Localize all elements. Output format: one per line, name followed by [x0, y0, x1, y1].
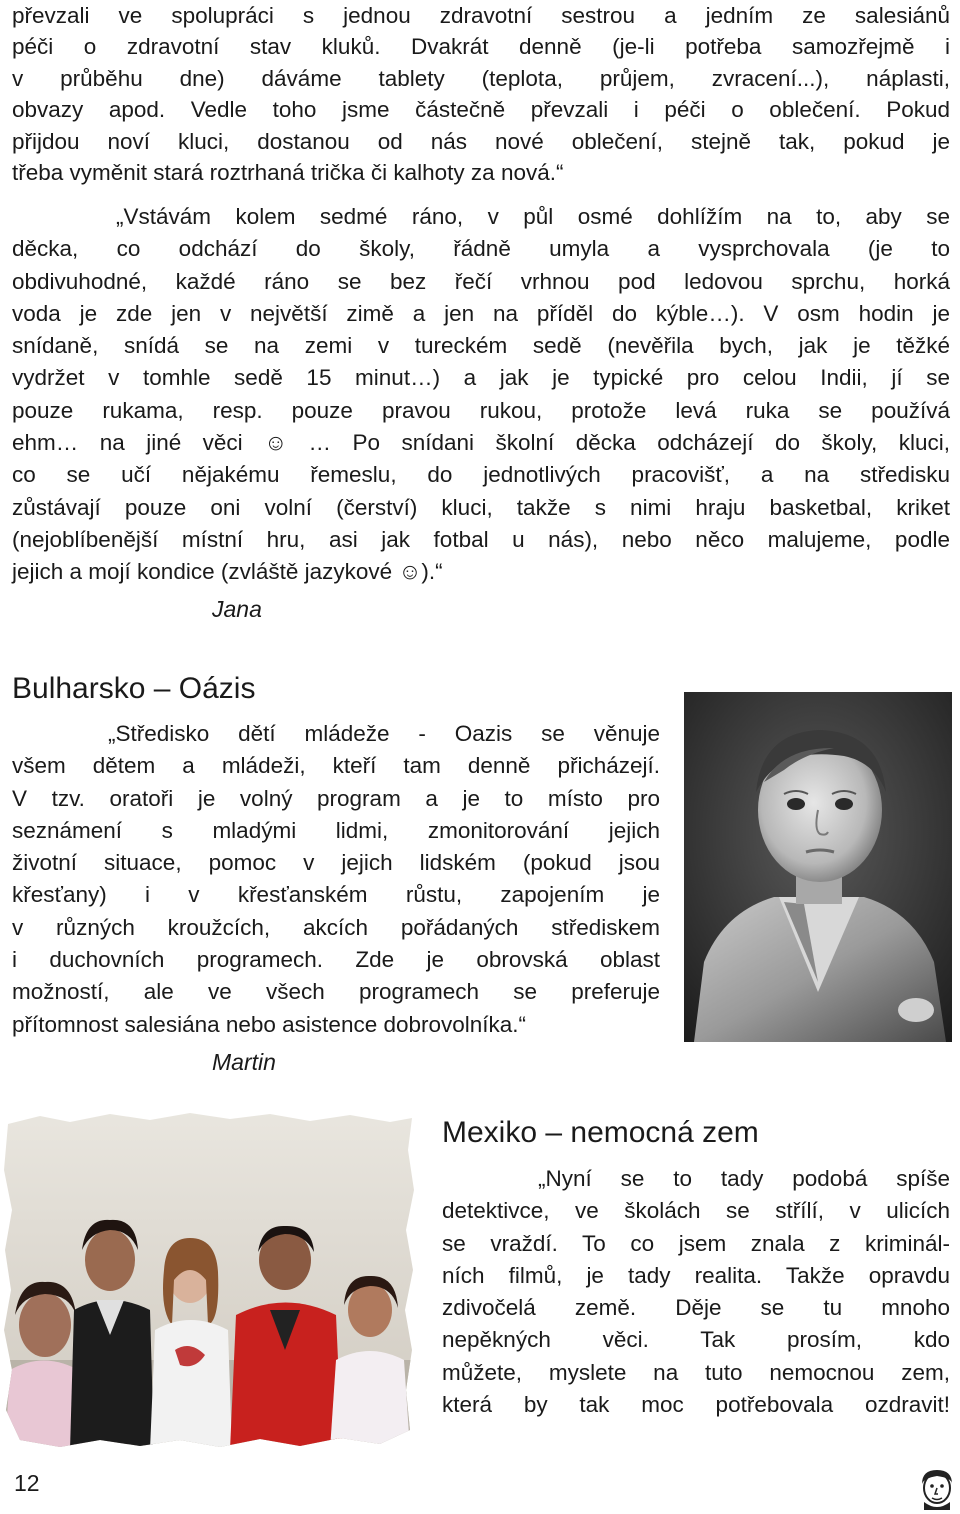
- paragraph-line: ních filmů, je tady realita. Takže opravdu: [442, 1262, 950, 1288]
- jana-quote: [12, 201, 950, 589]
- intro-line: přijdou noví kluci, dostanou od nás nové oblečení, stejně tak, pokud je: [12, 128, 950, 154]
- paragraph-line: i duchovních programech. Zde je obrovská oblast: [12, 947, 660, 973]
- boy-photo: [684, 692, 952, 1042]
- quote-line: (nejoblíbenější místní hru, asi jak fotbal u nás), nebo něco malujeme, podle: [12, 526, 950, 552]
- paragraph-line: životní situace, pomoc v jejich lidském (pokud jsou: [12, 850, 660, 876]
- paragraph-line: „Středisko dětí mládeže - Oazis se věnuje: [108, 721, 660, 746]
- boy-photo-image: [684, 692, 952, 1042]
- quote-line: pouze rukama, resp. pouze pravou rukou, protože levá ruka se používá: [12, 397, 950, 423]
- intro-line: převzali ve spolupráci s jednou zdravotní sestrou a jedním ze salesiánů: [12, 3, 950, 28]
- quote-line: zůstávají pouze oni volní (čerství) kluci, takže s nimi hraju basketbal, kriket: [12, 494, 950, 520]
- group-photo: [0, 1110, 418, 1450]
- paragraph-line: křesťany) i v křesťanském růstu, zapojením je: [12, 882, 660, 908]
- paragraph-line: nepěkných věci. Tak prosím, kdo: [442, 1327, 950, 1353]
- quote-line: jejich a mojí kondice (zvláště jazykové ☺).“: [12, 559, 443, 585]
- intro-paragraph: [12, 0, 950, 188]
- paragraph-line: přítomnost salesiána nebo asistence dobrovolníka.“: [12, 1011, 527, 1037]
- paragraph-line: všem dětem a mládeži, kteří tam denně přicházejí.: [12, 753, 660, 779]
- intro-line: péči o zdravotní stav kluků. Dvakrát denně (je-li potřeba samozřejmě i: [12, 34, 950, 60]
- quote-line: voda je zde jen v největší zimě a jen na příděl do kýble…). V osm hodin je: [12, 300, 950, 326]
- quote-line: „Vstávám kolem sedmé ráno, v půl osmé dohlížím na to, aby se: [116, 204, 950, 229]
- paragraph-line: detektivce, ve školách se střílí, v ulicích: [442, 1198, 950, 1224]
- intro-line: v průběhu dne) dáváme tablety (teplota, průjem, zvracení...), náplasti,: [12, 65, 950, 91]
- signature-martin: Martin: [212, 1049, 276, 1075]
- quote-line: vydržet v tomhle sedě 15 minut…) a jak je typické pro celou Indii, jí se: [12, 365, 950, 391]
- paragraph-line: možností, ale ve všech programech se preferuje: [12, 979, 660, 1005]
- paragraph-line: „Nyní se to tady podobá spíše: [538, 1166, 950, 1191]
- section-heading-mexiko: Mexiko – nemocná zem: [442, 1116, 759, 1149]
- quote-line: obdivuhodné, každé ráno se bez řečí vrhnou pod ledovou sprchu, horká: [12, 268, 950, 294]
- paragraph-line: v různých kroužcích, akcích pořádaných střediskem: [12, 914, 660, 940]
- quote-line: děcka, co odchází do školy, řádně umyla a vysprchovala (je to: [12, 236, 950, 262]
- paragraph-line: která by tak moc potřebovala ozdravit!: [442, 1392, 950, 1418]
- signature-jana: Jana: [212, 596, 262, 622]
- intro-line: obvazy apod. Vedle toho jsme částečně převzali i péči o oblečení. Pokud: [12, 97, 950, 123]
- group-photo-image: [0, 1110, 418, 1450]
- section-heading-bulharsko: Bulharsko – Oázis: [12, 672, 256, 705]
- quote-line: ehm… na jiné věci ☺ … Po snídani školní děcka odcházejí do školy, kluci,: [12, 430, 950, 456]
- mexiko-paragraph: [442, 1163, 950, 1421]
- don-bosco-logo-icon: [916, 1466, 958, 1510]
- quote-line: snídaně, snídá se na zemi v tureckém sedě (nevěřila bych, jak je těžké: [12, 333, 950, 359]
- paragraph-line: seznámení s mladými lidmi, zmonitorování jejich: [12, 817, 660, 843]
- paragraph-line: V tzv. oratoři je volný program a je to místo pro: [12, 785, 660, 811]
- bulharsko-paragraph: [12, 718, 660, 1041]
- paragraph-line: můžete, myslete na tuto nemocnou zem,: [442, 1359, 950, 1385]
- quote-line: co se učí nějakému řemeslu, do jednotlivých pracovišť, a na středisku: [12, 462, 950, 488]
- intro-line: třeba vyměnit stará roztrhaná trička či kalhoty za nová.“: [12, 159, 564, 185]
- paragraph-line: zdivočelá země. Děje se tu mnoho: [442, 1295, 950, 1321]
- paragraph-line: se vraždí. To co jsem znala z kriminál-: [442, 1230, 950, 1256]
- page-number: 12: [14, 1470, 40, 1496]
